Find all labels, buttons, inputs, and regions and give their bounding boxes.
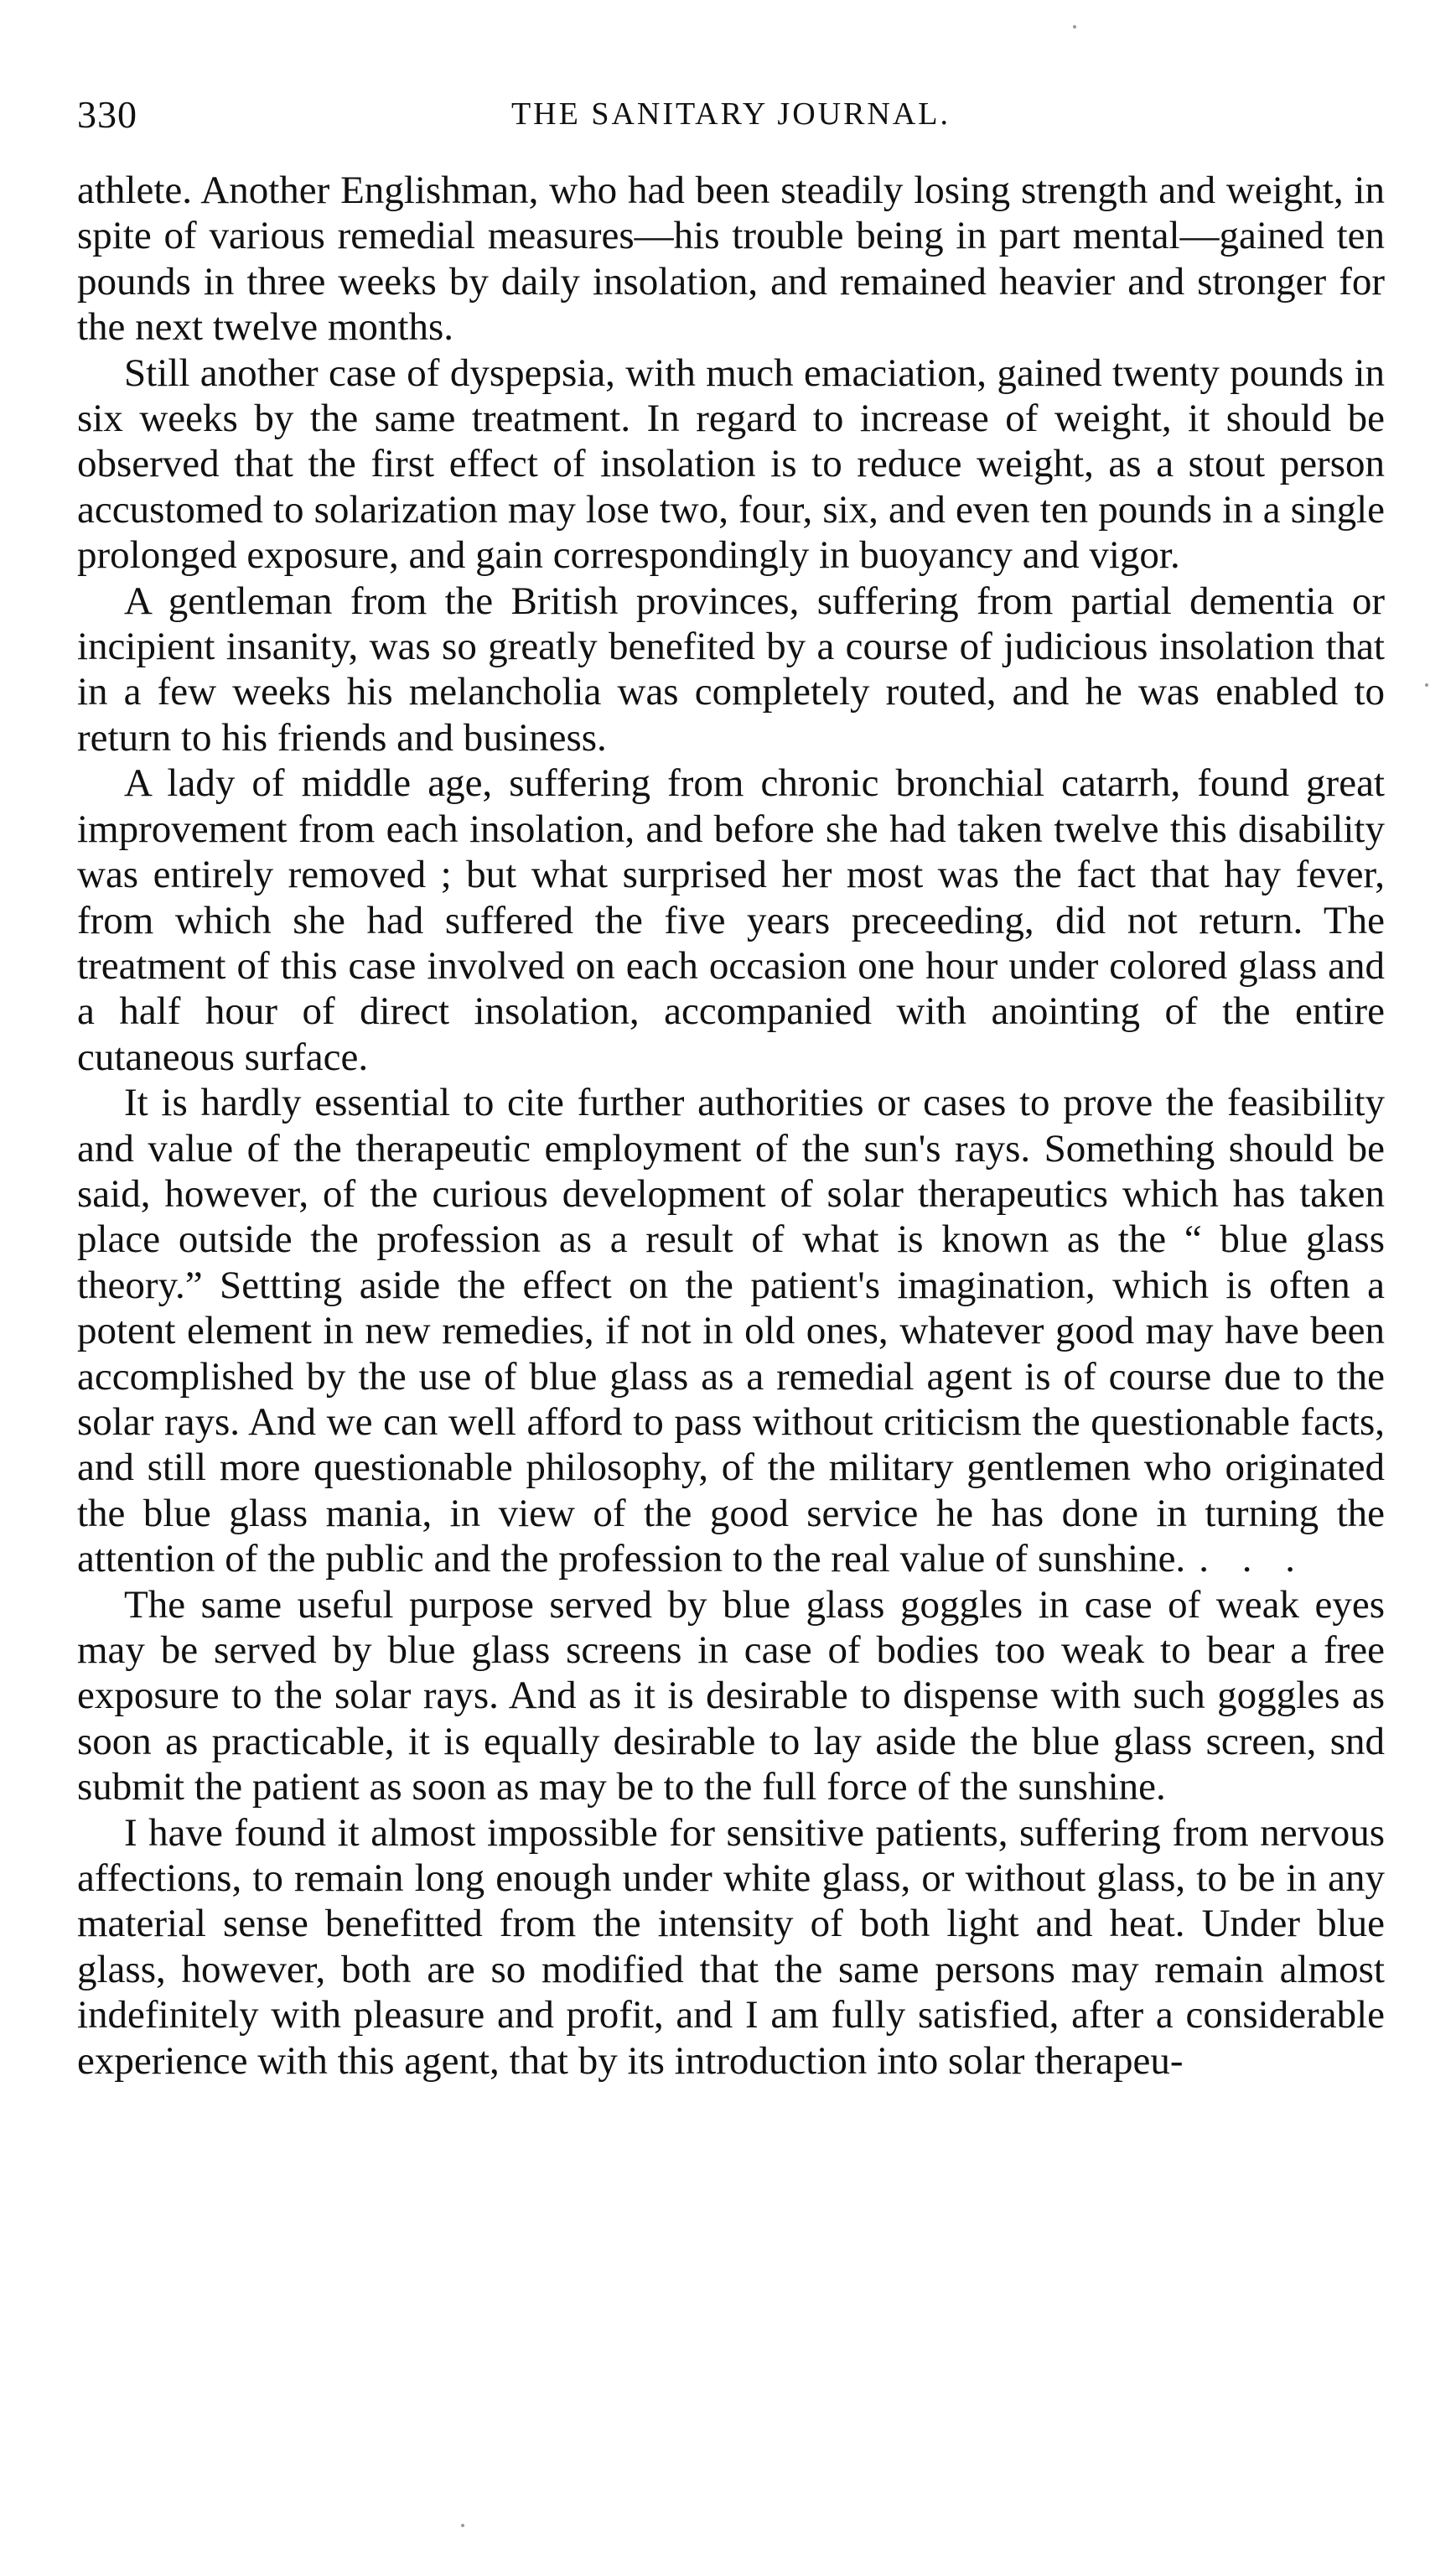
paragraph-3: A gentleman from the British provinces, suffering from partial dementia or incipient insanity, was so greatly benefited by a course of judicious insolation that in a few weeks his melancholia was completely routed, and he was enabled to return to his friends and business.: [77, 579, 1385, 760]
scan-speck: [1073, 25, 1076, 29]
paragraph-2: Still another case of dyspepsia, with much emaciation, gained twenty pounds in six weeks by the same treatment. In regard to increase of weight, it should be observed that the first effect of insolation is to reduce weight, as a stout person accustomed to solarization may lose two, four, six, and even ten pounds in a single prolonged exposure, and gain correspondingly in buoyancy and vigor.: [77, 350, 1385, 578]
ellipsis: . . .: [1199, 1537, 1307, 1581]
paragraph-4: A lady of middle age, suffering from chronic bronchial catarrh, found great improvement from each insolation, and before she had taken twelve this disability was entirely removed ; but what surprised her most was the fact that hay fever, from which she had suffered the five years preceeding, did not return. The treatment of this case involved on each occasion one hour under colored glass and a half hour of direct insolation, accompanied with anointing of the entire cutaneous surface.: [77, 761, 1385, 1079]
page-header: [77, 92, 1385, 143]
paragraph-5: [77, 1080, 1385, 1581]
running-head: THE SANITARY JOURNAL.: [510, 96, 951, 132]
scan-speck: [461, 2524, 464, 2527]
paragraph-5-text: It is hardly essential to cite further authorities or cases to prove the feasibility and value of the therapeutic employment of the sun's rays. Something should be said, however, of the curious development of solar therapeutics which has taken place outside the profession as a result of what is known as the “ blue glass theory.” Settting aside the effect on the patient's imagination, which is often a potent element in new remedies, if not in old ones, whatever good may have been accomplished by the use of blue glass as a remedial agent is of course due to the solar rays. And we can well afford to pass without criticism the questionable facts, and still more questionable philosophy, of the military gentlemen who originated the blue glass mania, in view of the good service he has done in turning the attention of the public and the profession to the real value of sunshine.: [77, 1081, 1385, 1581]
paragraph-6: The same useful purpose served by blue glass goggles in case of weak eyes may be served by blue glass screens in case of bodies too weak to bear a free exposure to the solar rays. And as it is desirable to dispense with such goggles as soon as practicable, it is equally desirable to lay aside the blue glass screen, snd submit the patient as soon as may be to the full force of the sunshine.: [77, 1582, 1385, 1809]
paragraph-1: athlete. Another Englishman, who had been steadily losing strength and weight, in spite of various remedial measures—his trouble being in part mental—gained ten pounds in three weeks by daily insolation, and remained heavier and stronger for the next twelve months.: [77, 169, 1385, 350]
paragraph-7: I have found it almost impossible for sensitive patients, suffering from nervous affections, to remain long enough under white glass, or without glass, to be in any material sense benefitted from the intensity of both light and heat. Under blue glass, however, both are so modified that the same persons may remain almost indefinitely with pleasure and profit, and I am fully satisfied, after a considerable experience with this agent, that by its introduction into solar therapeu-: [77, 1810, 1385, 2083]
page-number: 330: [77, 93, 137, 136]
scan-speck: [1425, 683, 1428, 687]
body-text: [77, 168, 1385, 2084]
